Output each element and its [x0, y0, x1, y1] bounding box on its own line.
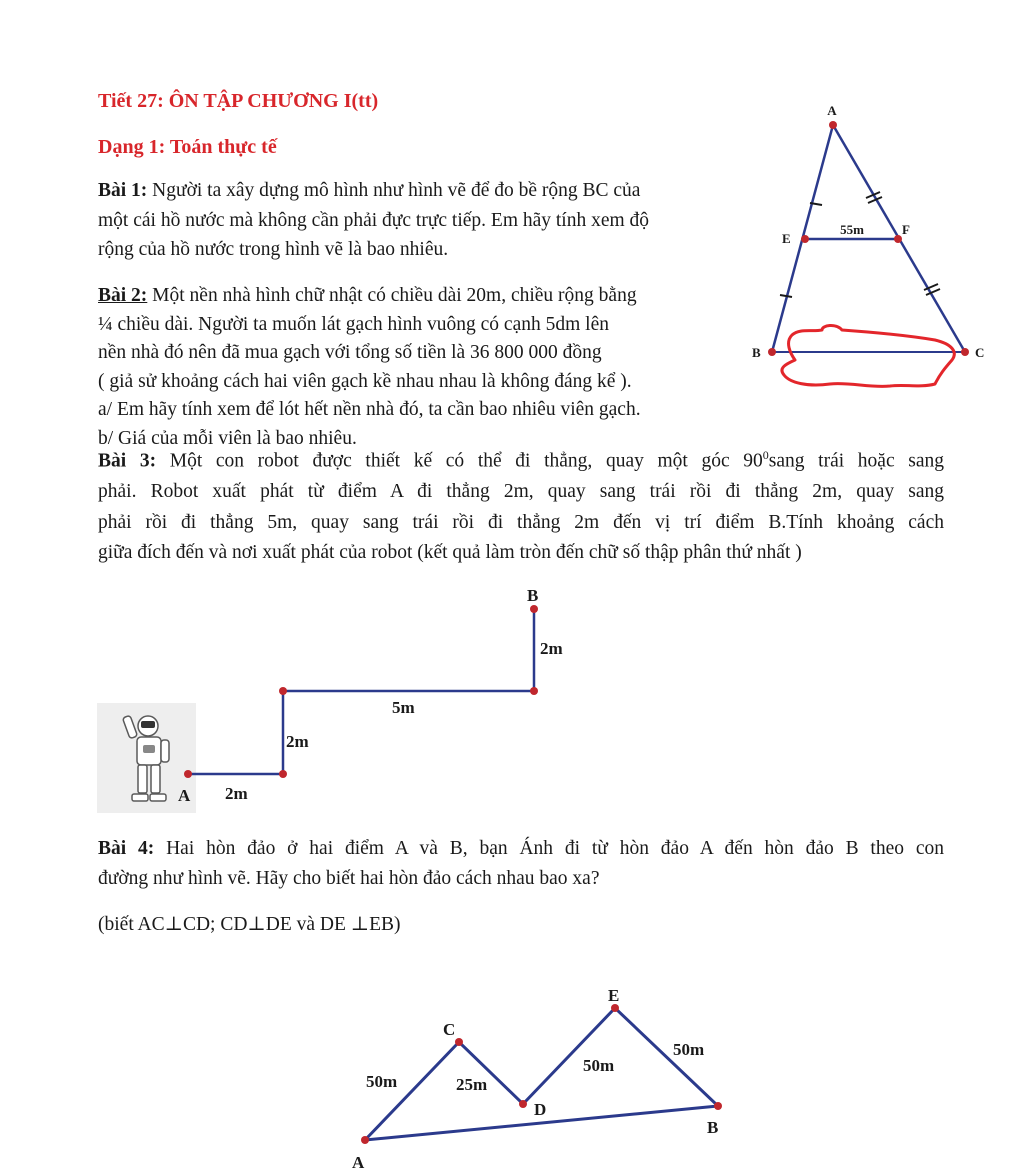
exercise-1-line-1: Bài 1: Người ta xây dựng mô hình như hình vẽ để đo bề rộng BC của: [98, 180, 641, 201]
label-e: E: [782, 231, 791, 246]
point-b: [714, 1102, 722, 1110]
turn-point-1: [279, 770, 287, 778]
turn-point-2: [279, 687, 287, 695]
point-b: [768, 348, 776, 356]
point-a: [184, 770, 192, 778]
route-path: [365, 1008, 718, 1140]
turn-point-3: [530, 687, 538, 695]
point-f: [894, 235, 902, 243]
exercise-4-label: Bài 4:: [98, 838, 155, 859]
exercise-2-line-5: a/ Em hãy tính xem để lót hết nền nhà đó, ta cần bao nhiêu viên gạch.: [98, 399, 641, 421]
label-f: F: [902, 222, 910, 237]
exercise-3-line-2: phải. Robot xuất phát từ điểm A đi thẳng 2m, quay sang trái rồi đi thẳng 2m, quay sang: [98, 481, 944, 502]
label-a: A: [352, 1153, 365, 1172]
label-ac: 50m: [366, 1072, 398, 1091]
exercise-3-line-3: phải rồi đi thẳng 5m, quay sang trái rồi đi thẳng 2m đến vị trí điểm B.Tính khoảng cách: [98, 511, 944, 533]
robot-path: [188, 609, 534, 774]
label-b: B: [707, 1118, 719, 1137]
label-seg-2: 2m: [286, 732, 309, 751]
label-c: C: [443, 1020, 456, 1039]
point-c: [455, 1038, 463, 1046]
exercise-4: [98, 834, 944, 894]
exercise-2-line-4: ( giả sử khoảng cách hai viên gạch kề nhau nhau là không đáng kể ).: [98, 370, 632, 392]
point-a: [829, 121, 837, 129]
label-eb: 50m: [673, 1040, 705, 1059]
label-a: A: [178, 786, 191, 805]
triangle-figure: [740, 95, 1000, 400]
point-d: [519, 1100, 527, 1108]
exercise-2-line-1: Bài 2: Một nền nhà hình chữ nhật có chiều dài 20m, chiều rộng bằng: [98, 285, 637, 306]
point-e: [611, 1004, 619, 1012]
exercise-4-line-1: Bài 4: Hai hòn đảo ở hai điểm A và B, bạn Ánh đi từ hòn đảo A đến hòn đảo B theo con: [98, 838, 944, 859]
exercise-1: [98, 176, 649, 265]
exercise-1-line-2: một cái hồ nước mà không cần phải đực trực tiếp. Em hãy tính xem độ: [98, 209, 650, 231]
exercise-2-line-3: nền nhà đó nên đã mua gạch với tổng số tiền là 36 800 000 đồng: [98, 342, 602, 364]
label-e: E: [608, 986, 620, 1005]
label-de: 50m: [583, 1056, 615, 1075]
exercise-3-line-4: giữa đích đến và nơi xuất phát của robot (kết quả làm tròn đến chữ số thập phân thứ nhất ): [98, 542, 802, 563]
exercise-2: [98, 282, 641, 454]
exercise-2-label: Bài 2:: [98, 285, 148, 306]
label-b: B: [752, 345, 761, 360]
exercise-3: [98, 440, 944, 569]
label-b: B: [527, 586, 539, 605]
point-a: [361, 1136, 369, 1144]
pond-outline: [782, 325, 954, 386]
exercise-4-line-2: đường như hình vẽ. Hãy cho biết hai hòn đảo cách nhau bao xa?: [98, 868, 600, 889]
exercise-4-note: (biết AC⊥CD; CD⊥DE và DE ⊥EB): [98, 914, 401, 935]
point-e: [801, 235, 809, 243]
exercise-1-line-3: rộng của hồ nước trong hình vẽ là bao nhiêu.: [98, 239, 449, 260]
exercise-1-label: Bài 1:: [98, 180, 148, 201]
islands-figure: [340, 980, 760, 1170]
robot-path-figure: [95, 580, 585, 820]
point-b: [530, 605, 538, 613]
exercise-3-line-1: Bài 3: Một con robot được thiết kế có thể đi thẳng, quay một góc $90^0sang$ trái hoặc sang: [98, 448, 944, 472]
section-heading: Dạng 1: Toán thực tế: [98, 136, 277, 158]
label-ef: 55m: [840, 222, 864, 237]
exercise-2-line-2: ¼ chiều dài. Người ta muốn lát gạch hình vuông có cạnh 5dm lên: [98, 313, 609, 335]
tick-eb: [780, 295, 792, 297]
exercise-2-line-6: b/ Giá của mỗi viên là bao nhiêu.: [98, 427, 357, 449]
point-c: [961, 348, 969, 356]
label-a: A: [827, 103, 837, 118]
label-seg-1: 2m: [225, 784, 248, 803]
page-title: Tiết 27: ÔN TẬP CHƯƠNG I(tt): [98, 90, 379, 112]
label-cd: 25m: [456, 1075, 488, 1094]
label-c: C: [975, 345, 985, 360]
label-d: D: [534, 1100, 547, 1119]
label-seg-4: 2m: [540, 639, 563, 658]
label-seg-3: 5m: [392, 698, 415, 717]
exercise-3-label: Bài 3:: [98, 450, 157, 472]
